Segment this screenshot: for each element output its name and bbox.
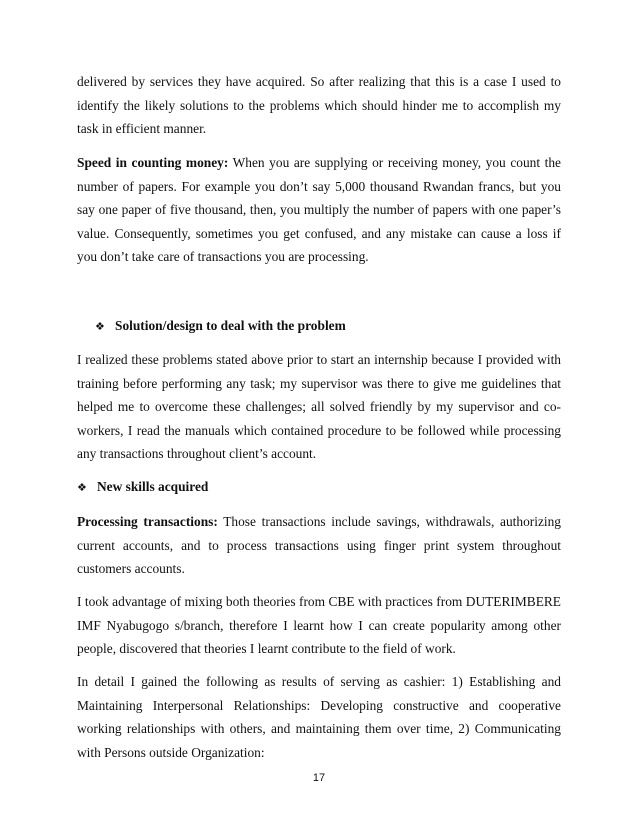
diamond-bullet-icon: ❖ (95, 320, 105, 333)
paragraph-speed-counting (77, 151, 561, 269)
paragraph-solution: I realized these problems stated above prior to start an internship because I provided with training before performing any task; my supervisor was there to give me guidelines that helped me to overcome these challenges; all solved friendly by my supervisor and co-workers, I read the manuals which contained procedure to be followed while processing any transactions throughout client’s account. (77, 352, 561, 461)
heading-solution (95, 316, 565, 337)
paragraph-theories: I took advantage of mixing both theories from CBE with practices from DUTERIMBERE IMF Nyabugogo s/branch, therefore I learnt how I can create popularity among other people, discovered that theories I learnt contribute to the field of work. (77, 594, 561, 656)
speed-counting-text: When you are supplying or receiving money, you count the number of papers. For example you don’t say 5,000 thousand Rwandan francs, but you say one paper of five thousand, then, you multiply the number of papers with one paper’s value. Consequently, sometimes you get confused, and any mistake can cause a loss if you don’t take care of transactions you are processing. (77, 155, 561, 264)
diamond-bullet-icon: ❖ (77, 481, 87, 494)
term-processing-transactions: Processing transactions: (77, 514, 218, 529)
processing-transactions-text: Those transactions include savings, withdrawals, authorizing current accounts, and to process transactions using finger print system throughout customers accounts. (77, 514, 561, 576)
heading-solution-text: Solution/design to deal with the problem (115, 318, 346, 333)
heading-new-skills (77, 477, 547, 498)
paragraph-cashier-skills: In detail I gained the following as results of serving as cashier: 1) Establishing and Maintaining Interpersonal Relationships: Developing constructive and cooperative working relationships with others, and maintaining them over time, 2) Communicating with Persons outside Organization: (77, 674, 561, 760)
term-speed-counting: Speed in counting money: (77, 155, 229, 170)
paragraph-intro: delivered by services they have acquired. So after realizing that this is a case I used to identify the likely solutions to the problems which should hinder me to accomplish my task in efficient manner. (77, 74, 561, 136)
paragraph-processing-transactions (77, 510, 561, 581)
heading-new-skills-text: New skills acquired (97, 479, 209, 494)
page-number: 17 (312, 772, 326, 784)
